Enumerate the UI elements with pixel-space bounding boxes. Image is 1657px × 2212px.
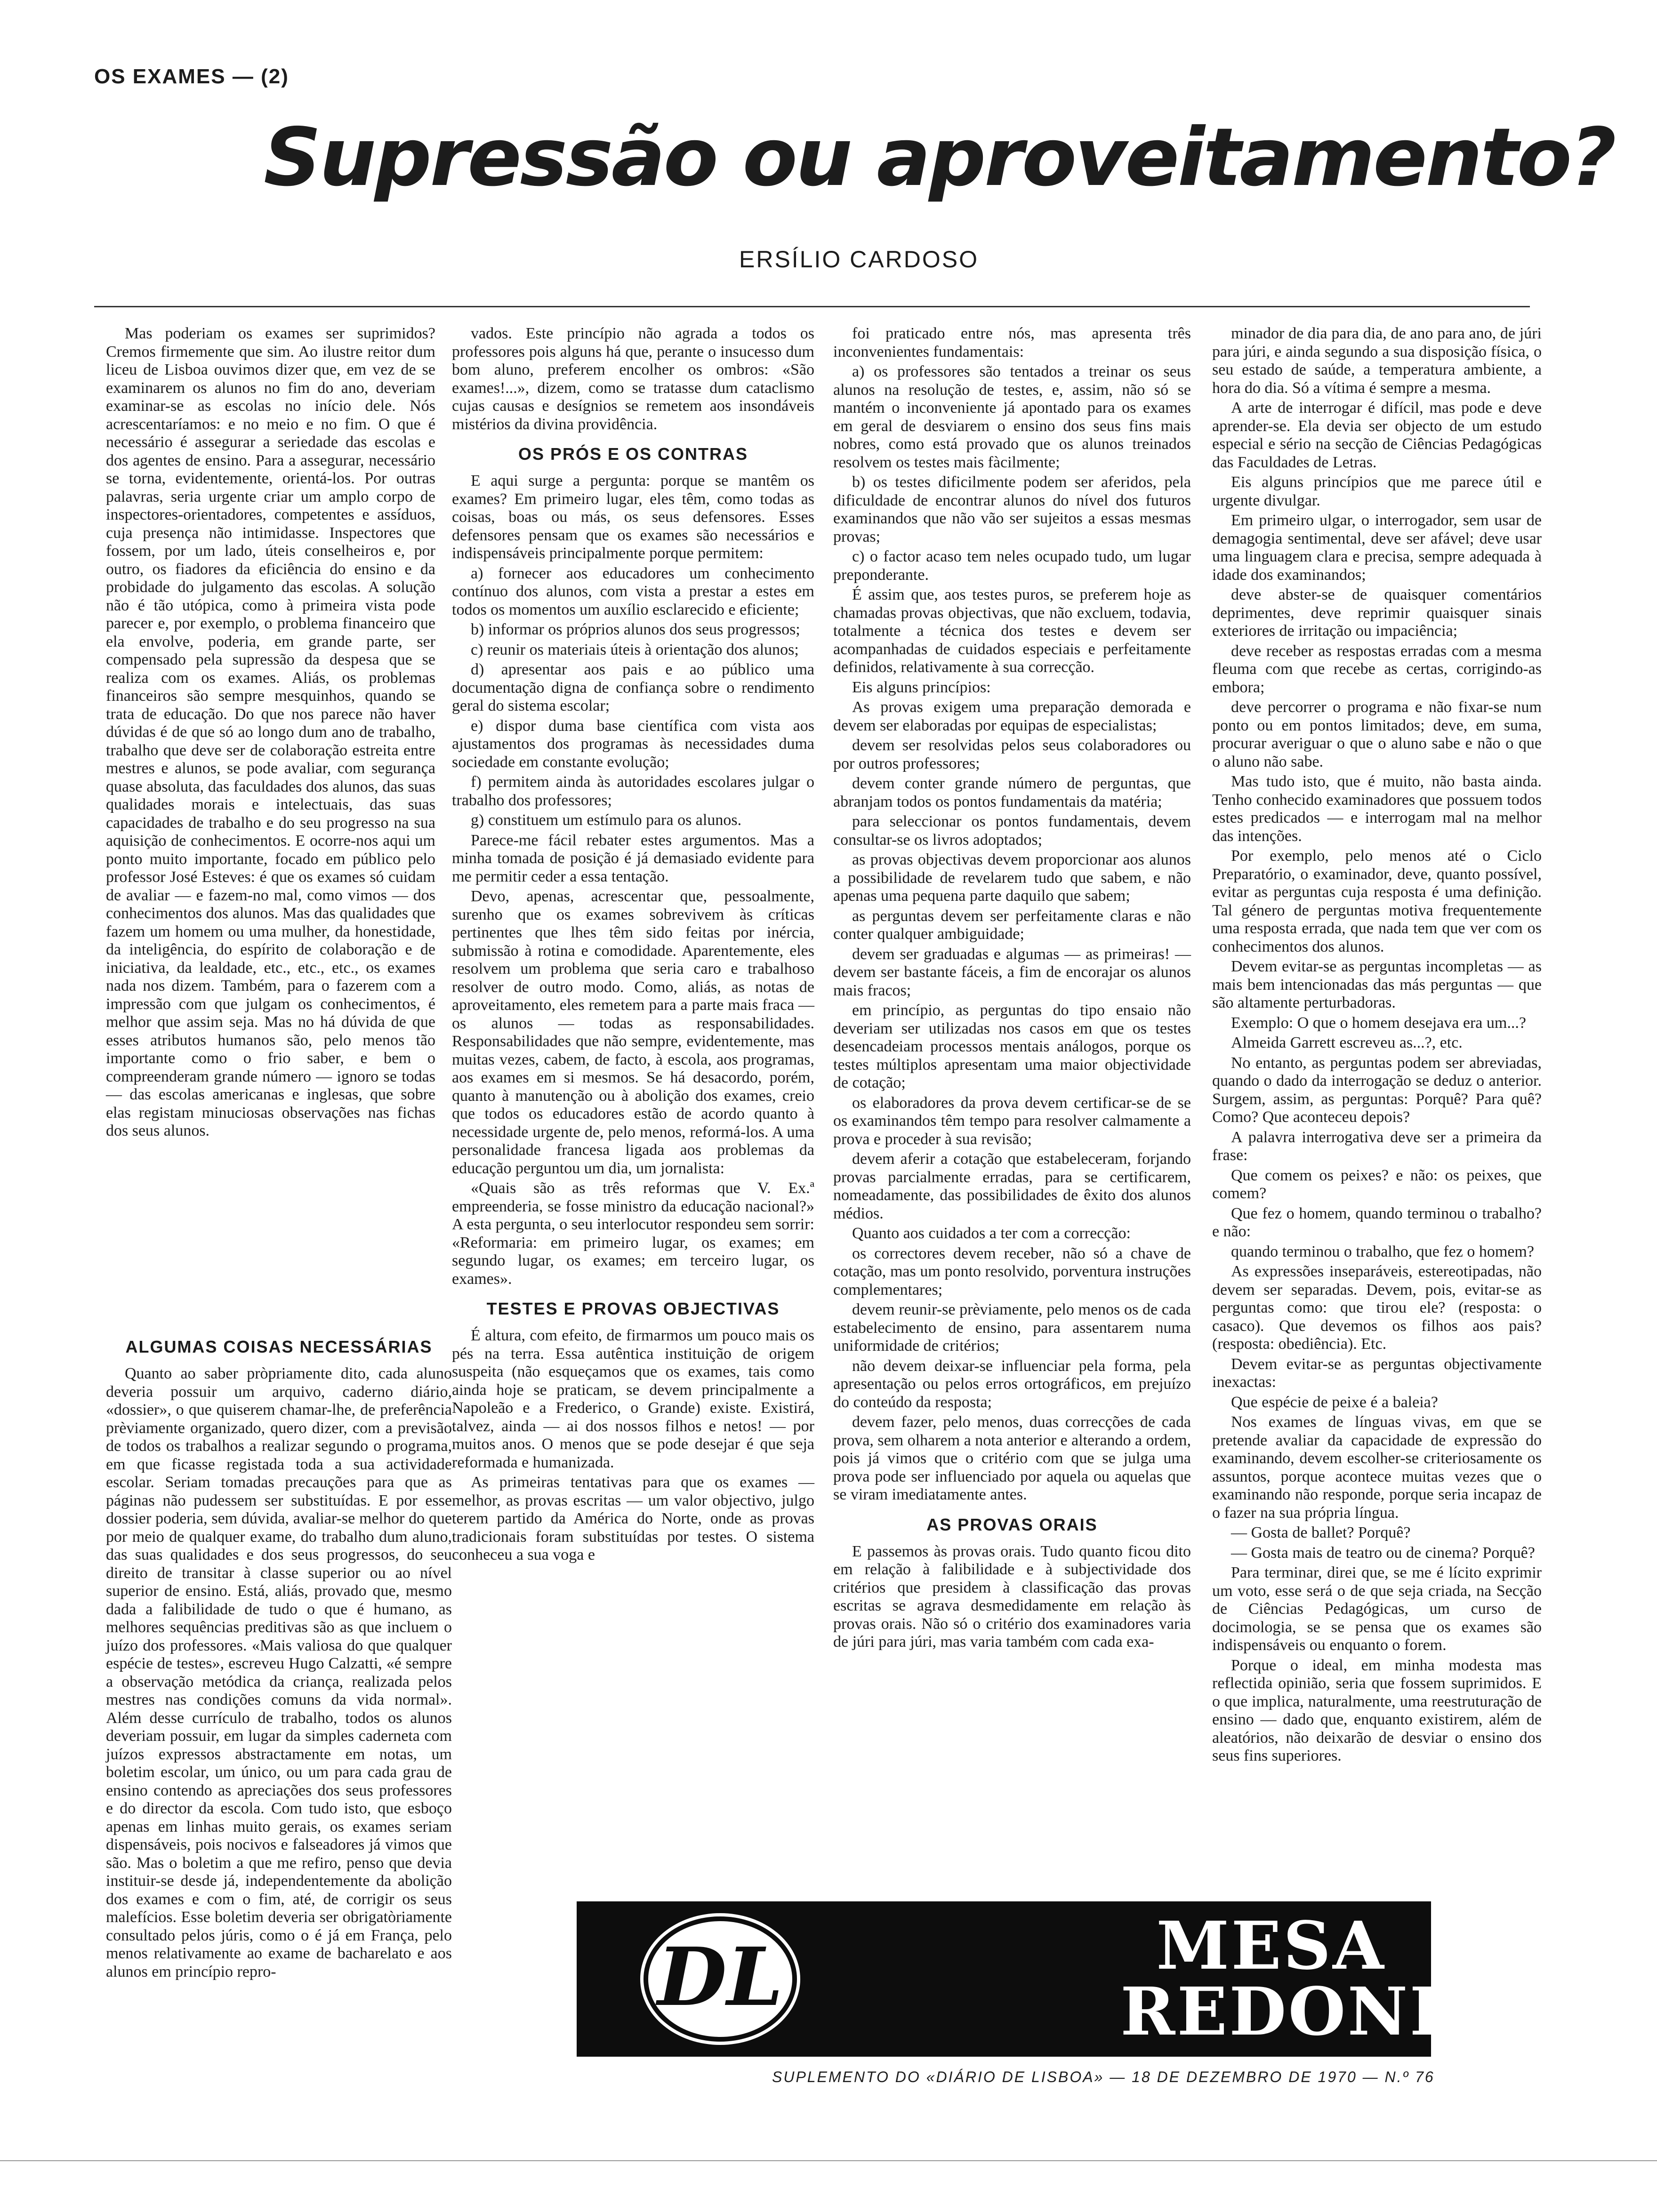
paragraph: os elaboradores da prova devem certificar-se de se os examinandos têm tempo para resolver calmamente a prova e proceder à sua revisão;: [833, 1094, 1191, 1148]
paragraph: Eis alguns princípios que me parece útil e urgente divulgar.: [1212, 473, 1542, 509]
paragraph: As primeiras tentativas para que os exames — melhor, as provas escritas — um valor objectivo, julgo terem partido da América do Norte, onde as provas tradicionais foram substituídas por testes. O sistema conheceu a sua voga e: [452, 1474, 814, 1563]
paragraph: Exemplo: O que o homem desejava era um...?: [1231, 1014, 1526, 1032]
paragraph: É assim que, aos testes puros, se preferem hoje as chamadas provas objectivas, que não excluem, todavia, totalmente a técnica dos testes e devem ser acompanhadas de cuidados especiais e perfeitamente definidos, relativamente à sua correcção.: [833, 586, 1191, 676]
paragraph: Devem evitar-se as perguntas objectivamente inexactas:: [1212, 1355, 1542, 1391]
list-item: c) reunir os materiais úteis à orientação dos alunos;: [471, 641, 799, 658]
paragraph: Quanto aos cuidados a ter com a correcção:: [852, 1225, 1131, 1242]
bottom-divider: [0, 2160, 1657, 2161]
paragraph: Devem evitar-se as perguntas incompletas — as mais bem intencionadas das más perguntas — que são altamente perturbadoras.: [1212, 958, 1542, 1011]
paragraph: devem conter grande número de perguntas, que abranjam todos os pontos fundamentais da matéria;: [833, 775, 1191, 810]
paragraph: as provas objectivas devem proporcionar aos alunos a possibilidade de revelarem tudo que sabem, e não apenas uma pequena parte daquilo que sabem;: [833, 851, 1191, 905]
paragraph: minador de dia para dia, de ano para ano, de júri para júri, e ainda segundo a sua disposição física, o seu estado de saúde, a temperatura ambiente, a hora do dia. Só a vítima é sempre a mesma.: [1212, 325, 1542, 397]
article-headline: Supressão ou aproveitamento?: [264, 111, 1615, 204]
paragraph: os correctores devem receber, não só a chave de cotação, mas um ponto resolvido, porventura instruções complementares;: [833, 1244, 1191, 1298]
paragraph: As provas exigem uma preparação demorada e devem ser elaboradas por equipas de especialistas;: [833, 698, 1191, 734]
paragraph: Porque o ideal, em minha modesta mas reflectida opinião, seria que fossem suprimidos. E o que implica, naturalmente, uma reestruturação de ensino — dado que, enquanto existirem, além de aleatórios, não deixarão de desviar o ensino dos seus fins superiores.: [1212, 1656, 1542, 1764]
paragraph: — Gosta de ballet? Porquê?: [1231, 1524, 1411, 1541]
column-3: [833, 325, 1191, 2066]
paragraph: Em primeiro ulgar, o interrogador, sem usar de demagogia sentimental, deve ser afável; deve usar uma linguagem clara e precisa, sempre adequada à idade dos examinandos;: [1212, 512, 1542, 584]
paragraph: E passemos às provas orais. Tudo quanto ficou dito em relação à falibilidade e à subjectividade dos critérios que presidem à classificação das provas escritas se agrava desmedidamente em relação às provas orais. Não só o critério dos examinadores varia de júri para júri, mas varia também com cada exa-: [833, 1542, 1191, 1651]
paragraph: Quanto ao saber pròpriamente dito, cada aluno deveria possuir um arquivo, caderno diário, «dossier», o que quiserem chamar-lhe, de preferência prèviamente organizado, quero dizer, com a previsão de todos os trabalhos a realizar segundo o programa, em que ficasse registada toda a sua actividade escolar. Seriam tomadas precauções para que as páginas não pudessem ser substituídas. E por esse dossier poderia, sem dúvida, avaliar-se melhor do que por meio de qualquer exame, do trabalho dum aluno, das suas qualidades e dos seus progressos, do seu direito de transitar à classe superior ou ao nível superior de ensino. Está, aliás, provado que, mesmo dada a falibilidade de tudo o que é humano, as melhores sequências preditivas são as que incluem o juízo dos professores. «Mais valiosa do que qualquer espécie de testes», escreveu Hugo Calzatti, «é sempre a observação metódica da criança, realizada pelos mestres nas condições comuns da vida normal». Além desse currículo de trabalho, todos os alunos deveriam possuir, em lugar da simples caderneta com juízos expressos abstractamente em notas, um boletim escolar, um único, ou um para cada grau de ensino contendo as apreciações dos seus professores e do director da escola. Com tudo isto, que esboço apenas em linhas muito gerais, os exames seriam dispensáveis, pois nocivos e falseadores já vimos que são. Mas o boletim a que me refiro, penso que devia instituir-se desde já, independentemente da abolição dos exames e com o fim, até, de corrigir os seus malefícios. Esse boletim deveria ser obrigatòriamente consultado pelos júris, como o é já em França, pelo menos relativamente ao exame de bacharelato e aos alunos em princípio repro-: [106, 1365, 452, 1980]
paragraph: devem ser resolvidas pelos seus colaboradores ou por outros professores;: [833, 737, 1191, 772]
section-heading-provas-orais: AS PROVAS ORAIS: [926, 1515, 1098, 1534]
list-item: b) os testes dificilmente podem ser aferidos, pela dificuldade de encontrar alunos do nível dos futuros examinandos que não vão ser sujeitos a essas mesmas provas;: [833, 473, 1191, 545]
paragraph: — Gosta mais de teatro ou de cinema? Porquê?: [1231, 1544, 1535, 1562]
list-item: d) apresentar aos pais e ao público uma documentação digna de confiança sobre o rendimento geral do sistema escolar;: [452, 661, 814, 714]
list-item: a) fornecer aos educadores um conhecimento contínuo dos alunos, com vista a prestar a estes em todos os momentos um auxílio esclarecido e eficiente;: [452, 564, 814, 618]
author-byline: ERSÍLIO CARDOSO: [739, 246, 979, 272]
paragraph: «Quais são as três reformas que V. Ex.ª empreenderia, se fosse ministro da educação nacional?» A esta pergunta, o seu interlocutor respondeu sem sorrir: «Reformaria: em primeiro lugar, os exames; em segundo lugar, os exames; em terceiro lugar, os exames».: [452, 1179, 814, 1288]
paragraph: não devem deixar-se influenciar pela forma, pela apresentação ou pelos erros ortográficos, em prejuízo do conteúdo da resposta;: [833, 1357, 1191, 1411]
paragraph: devem reunir-se prèviamente, pelo menos os de cada estabelecimento de ensino, para assentarem numa uniformidade de critérios;: [833, 1301, 1191, 1354]
section-heading-pros-contras: OS PRÓS E OS CONTRAS: [518, 444, 748, 464]
paragraph: Almeida Garrett escreveu as...?, etc.: [1231, 1034, 1463, 1051]
list-item: c) o factor acaso tem neles ocupado tudo, um lugar preponderante.: [833, 548, 1191, 584]
paragraph: Mas poderiam os exames ser suprimidos? Cremos firmemente que sim. Ao ilustre reitor dum liceu de Lisboa ouvimos dizer que, em vez de se examinarem os alunos no fim do ano, deveriam examinar-se as escolas no início dele. Nós acrescentaríamos: e no meio e no fim. O que é necessário é assegurar a seriedade das escolas e dos agentes de ensino. Para a assegurar, necessário se torna, evidentemente, orientá-los. Por outras palavras, seria urgente criar um amplo corpo de inspectores-orientadores, competentes e assíduos, cuja presença não intimidasse. Inspectores que fossem, por um lado, úteis conselheiros e, por outro, os fiadores da eficiência do ensino e da probidade do julgamento das escolas. A solução não é tão utópica, como à primeira vista pode parecer e, por exemplo, o problema financeiro que ela envolve, poderia, em grande parte, ser compensado pela supressão da despesa que se realiza com os exames. Aliás, os problemas financeiros são sempre mesquinhos, quando se trata de educação. Do que nos parece não haver dúvidas é de que só ao longo dum ano de trabalho, trabalho que deve ser de colaboração estreita entre mestres e alunos, se pode avaliar, com segurança quase absoluta, das faculdades dos alunos, das suas qualidades morais e intelectuais, das suas capacidades de trabalho e do seu progresso na sua aquisição de conhecimentos. E ocorre-nos aqui um ponto muito importante, focado em público pelo professor José Esteves: é que os exames só cuidam de avaliar — e fazem-no mal, como vimos — dos conhecimentos dos alunos. Mas das qualidades que fazem um homem ou uma mulher, da honestidade, da inteligência, do espírito de colaboração e de iniciativa, da lealdade, etc., etc., etc., os exames nada nos dizem. Também, para o fazerem com a impressão com que julgam os conhecimentos, é melhor que assim seja. Mas no há dúvida de que esses atributos humanos são, pelo menos tão importante como o frio saber, e bem o compreenderam grande número — ignoro se todas — das escolas americanas e inglesas, que sobre elas registam minuciosas observações nas fichas dos seus alunos.: [106, 325, 435, 1139]
paragraph: devem ser graduadas e algumas — as primeiras! — devem ser bastante fáceis, a fim de encorajar os alunos mais fracos;: [833, 945, 1191, 999]
paragraph: Nos exames de línguas vivas, em que se pretende avaliar da capacidade de expressão do examinando, devem escolher-se criteriosamente os assuntos, porque acontece muitas vezes que o examinando não responde, porque seria incapaz de o fazer na sua própria língua.: [1212, 1413, 1542, 1522]
paragraph: Parece-me fácil rebater estes argumentos. Mas a minha tomada de posição é já demasiado evidente para me permitir ceder a essa tentação.: [452, 831, 814, 885]
list-item: a) os professores são tentados a treinar os seus alunos na resolução de testes, e, assim, não só se mantém o inconveniente já apontado para os exames em geral de desviarem o ensino dos seus fins mais nobres, como está provado que os alunos treinados resolvem os testes mais fàcilmente;: [833, 363, 1191, 471]
paragraph: Eis alguns princípios:: [852, 678, 991, 696]
paragraph: E aqui surge a pergunta: porque se mantêm os exames? Em primeiro lugar, eles têm, como todas as coisas, boas ou más, os seus defensores. Esses defensores pensam que os exames são necessários e indispensáveis principalmente porque permitem:: [452, 472, 814, 562]
logo-text: DL: [657, 1930, 783, 2024]
paragraph: No entanto, as perguntas podem ser abreviadas, quando o dado da interrogação se deduz o anterior. Surgem, assim, as perguntas: Porquê? Para quê? Como? Que aconteceu depois?: [1212, 1054, 1542, 1126]
banner-line-2: REDONDA: [1120, 1973, 1522, 2051]
column-1-lower: [106, 1337, 452, 2146]
paragraph: A palavra interrogativa deve ser a primeira da frase:: [1212, 1128, 1542, 1164]
paragraph: foi praticado entre nós, mas apresenta três inconvenientes fundamentais:: [833, 325, 1191, 361]
paragraph: Devo, apenas, acrescentar que, pessoalmente, surenho que os exames sobrevivem às críticas pertinentes que lhes têm sido feitas por inércia, submissão à rotina e comodidade. Aparentemente, eles resolvem um problema que seria caro e trabalhoso resolver de outro modo. Como, aliás, as notas de aproveitamento, eles remetem para a parte mais fraca — os alunos — todas as responsabilidades. Responsabilidades que não sempre, evidentemente, mas muitas vezes, cabem, de facto, à escola, aos programas, aos exames em si mesmos. Se há desacordo, porém, quanto à manutenção ou à abolição dos exames, creio que todos os educadores estão de acordo quanto à necessidade urgente de, pelo menos, reformá-los. A uma personalidade francesa ligada aos problemas da educação perguntou um dia, um jornalista:: [452, 888, 814, 1177]
paragraph: É altura, com efeito, de firmarmos um pouco mais os pés na terra. Essa autêntica instituição de origem suspeita (não esqueçamos que os exames, tais como ainda hoje se praticam, se devem principalmente a Napoleão e a Frederico, o Grande) existe. Existirá, talvez, ainda — ai dos nossos filhos e netos! — por muitos anos. O menos que se pode desejar é que seja reformada e humanizada.: [452, 1327, 814, 1471]
paragraph: Mas tudo isto, que é muito, não basta ainda. Tenho conhecido examinadores que possuem todos estes predicados — e interrogam mal na melhor das intenções.: [1212, 773, 1542, 845]
paragraph: devem fazer, pelo menos, duas correcções de cada prova, sem olharem a nota anterior e alterando a ordem, pois já vimos que o critério com que se julga uma prova pode ser influenciado por aquela ou aquelas que se viram imediatamente antes.: [833, 1413, 1191, 1503]
paragraph: em princípio, as perguntas do tipo ensaio não deveriam ser utilizadas nos casos em que os testes desencadeiam processos mentais análogos, porque os testes múltiplos apresentam uma maior objectividade de cotação;: [833, 1002, 1191, 1091]
section-kicker: OS EXAMES — (2): [94, 65, 289, 88]
paragraph: As expressões inseparáveis, estereotipadas, não devem ser separadas. Devem, pois, evitar-se as perguntas como: que tirou ele? (resposta: o casaco). Que devemos os filhos aos pais? (resposta: obediência). Etc.: [1212, 1263, 1542, 1353]
supplement-footer: SUPLEMENTO DO «DIÁRIO DE LISBOA» — 18 DE DEZEMBRO DE 1970 — N.º 76: [772, 2068, 1435, 2085]
paragraph: deve receber as respostas erradas com a mesma fleuma com que recebe as certas, corrigindo-as embora;: [1212, 642, 1542, 696]
paragraph: quando terminou o trabalho, que fez o homem?: [1231, 1242, 1534, 1260]
paragraph: devem aferir a cotação que estabeleceram, forjando provas parcialmente erradas, para se certificarem, nomeadamente, das possibilidades de êxito dos alunos médios.: [833, 1150, 1191, 1222]
list-item: b) informar os próprios alunos dos seus progressos;: [471, 621, 800, 638]
paragraph: Que fez o homem, quando terminou o trabalho? e não:: [1212, 1204, 1542, 1240]
paragraph: vados. Este princípio não agrada a todos os professores pois alguns há que, perante o insucesso dum bom aluno, preferem encolher os ombros: «São exames!...», dizem, como se tratasse dum cataclismo cujas causas e desígnios se remetem aos insondáveis mistérios da divina providência.: [452, 325, 814, 433]
paragraph: Para terminar, direi que, se me é lícito exprimir um voto, esse será o de que seja criada, na Secção de Ciências Pedagógicas, um curso de docimologia, se se pensa que os exames são indispensáveis ou enquanto o forem.: [1212, 1564, 1542, 1654]
column-4: [1212, 325, 1542, 1764]
dl-logo: [635, 1908, 805, 2050]
paragraph: A arte de interrogar é difícil, mas pode e deve aprender-se. Ela devia ser objecto de um estudo especial e sério na secção de Ciências Pedagógicas das Faculdades de Letras.: [1212, 399, 1542, 471]
paragraph: Que comem os peixes? e não: os peixes, que comem?: [1212, 1166, 1542, 1202]
paragraph: Que espécie de peixe é a baleia?: [1231, 1393, 1438, 1411]
section-heading-algumas-coisas: ALGUMAS COISAS NECESSÁRIAS: [125, 1337, 433, 1356]
section-heading-testes: TESTES E PROVAS OBJECTIVAS: [486, 1299, 780, 1318]
paragraph: deve abster-se de quaisquer comentários deprimentes, deve reprimir quaisquer sinais exteriores de irritação ou impaciência;: [1212, 586, 1542, 640]
list-item: g) constituem um estímulo para os alunos.: [471, 811, 742, 829]
paragraph: para seleccionar os pontos fundamentais, devem consultar-se os livros adoptados;: [833, 813, 1191, 849]
banner-line-1: MESA: [1156, 1907, 1386, 1985]
banner-title: [1120, 1907, 1522, 2051]
paragraph: as perguntas devem ser perfeitamente claras e não conter qualquer ambiguidade;: [833, 907, 1191, 943]
list-item: f) permitem ainda às autoridades escolares julgar o trabalho dos professores;: [452, 773, 814, 809]
paragraph: deve percorrer o programa e não fixar-se num ponto ou em pontos limitados; deve, em suma, procurar averiguar o que o aluno sabe e não o que o aluno não sabe.: [1212, 698, 1542, 770]
paragraph: Por exemplo, pelo menos até o Ciclo Preparatório, o examinador, deve, quanto possível, evitar as perguntas cuja resposta é uma definição. Tal género de perguntas motiva frequentemente uma resposta errada, que nada tem que ver com os conhecimentos dos alunos.: [1212, 847, 1542, 955]
column-1: [106, 325, 435, 1332]
header-divider: [94, 306, 1530, 307]
list-item: e) dispor duma base científica com vista aos ajustamentos dos programas às necessidades duma sociedade em constante evolução;: [452, 717, 814, 771]
column-2: [452, 325, 814, 2071]
